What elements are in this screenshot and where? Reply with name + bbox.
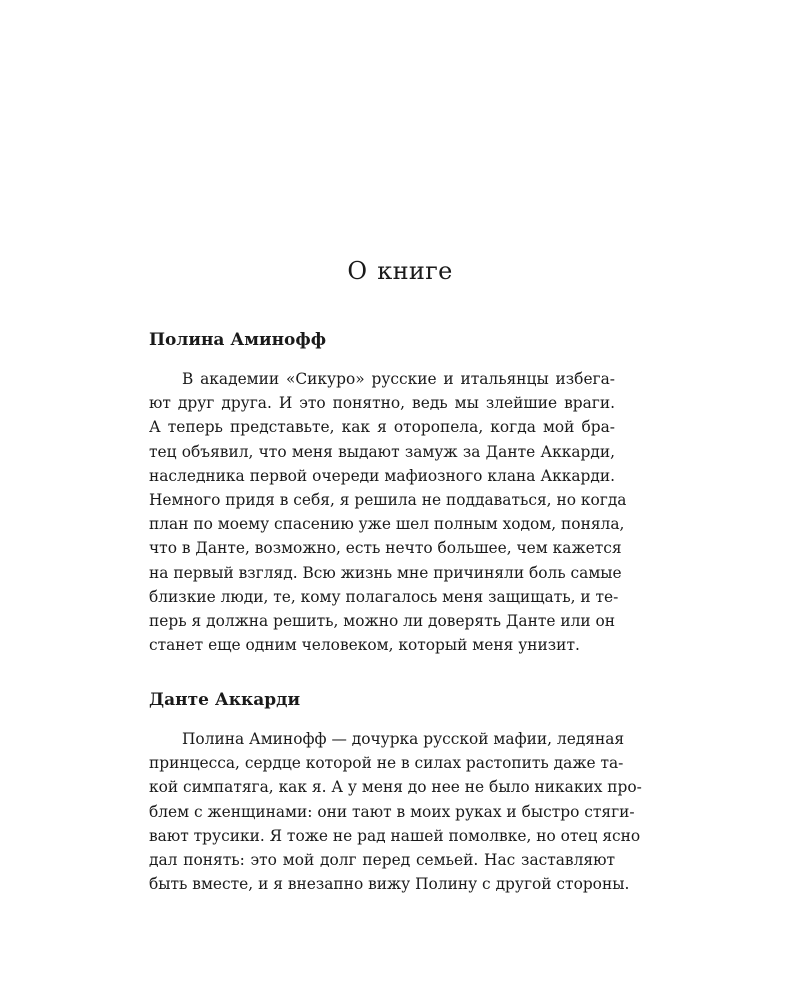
text-line: тец объявил, что меня выдают замуж за Данте Аккарди, (149, 442, 615, 461)
text-line: на первый взгляд. Всю жизнь мне причиняли боль самые (149, 563, 622, 582)
section-heading-dante: Данте Аккарди (149, 690, 301, 710)
text-line: дал понять: это мой долг перед семьей. Нас заставляют (149, 851, 615, 870)
text-line: наследника первой очереди мафиозного клана Аккарди. (149, 466, 615, 485)
text-line: принцесса, сердце которой не в силах растопить даже та- (149, 754, 624, 773)
text-line: быть вместе, и я внезапно вижу Полину с другой стороны. (149, 875, 630, 894)
text-line: Полина Аминофф — дочурка русской мафии, ледяная (182, 730, 625, 748)
paragraph-dante (149, 727, 642, 896)
text-line: перь я должна решить, можно ли доверять Данте или он (149, 612, 616, 631)
text-line: близкие люди, те, кому полагалось меня защищать, и те- (149, 587, 619, 606)
text-line: блем с женщинами: они тают в моих руках и быстро стяги- (149, 802, 635, 821)
page-title: О книге (347, 257, 453, 285)
paragraph-polina (149, 367, 627, 657)
section-heading-polina: Полина Аминофф (149, 330, 327, 350)
text-line: В академии «Сикуро» русские и итальянцы избега- (182, 370, 615, 388)
text-line: Немного придя в себя, я решила не поддаваться, но когда (149, 491, 627, 510)
text-line: план по моему спасению уже шел полным ходом, поняла, (149, 515, 625, 534)
text-line: А теперь представьте, как я оторопела, когда мой бра- (149, 418, 615, 437)
text-line: вают трусики. Я тоже не рад нашей помолвке, но отец ясно (149, 826, 641, 845)
text-line: станет еще одним человеком, который меня унизит. (149, 636, 580, 655)
text-line: ют друг друга. И это понятно, ведь мы злейшие враги. (149, 394, 615, 413)
text-line: кой симпатяга, как я. А у меня до нее не было никаких про- (149, 778, 642, 797)
text-line: что в Данте, возможно, есть нечто большее, чем кажется (149, 539, 622, 558)
